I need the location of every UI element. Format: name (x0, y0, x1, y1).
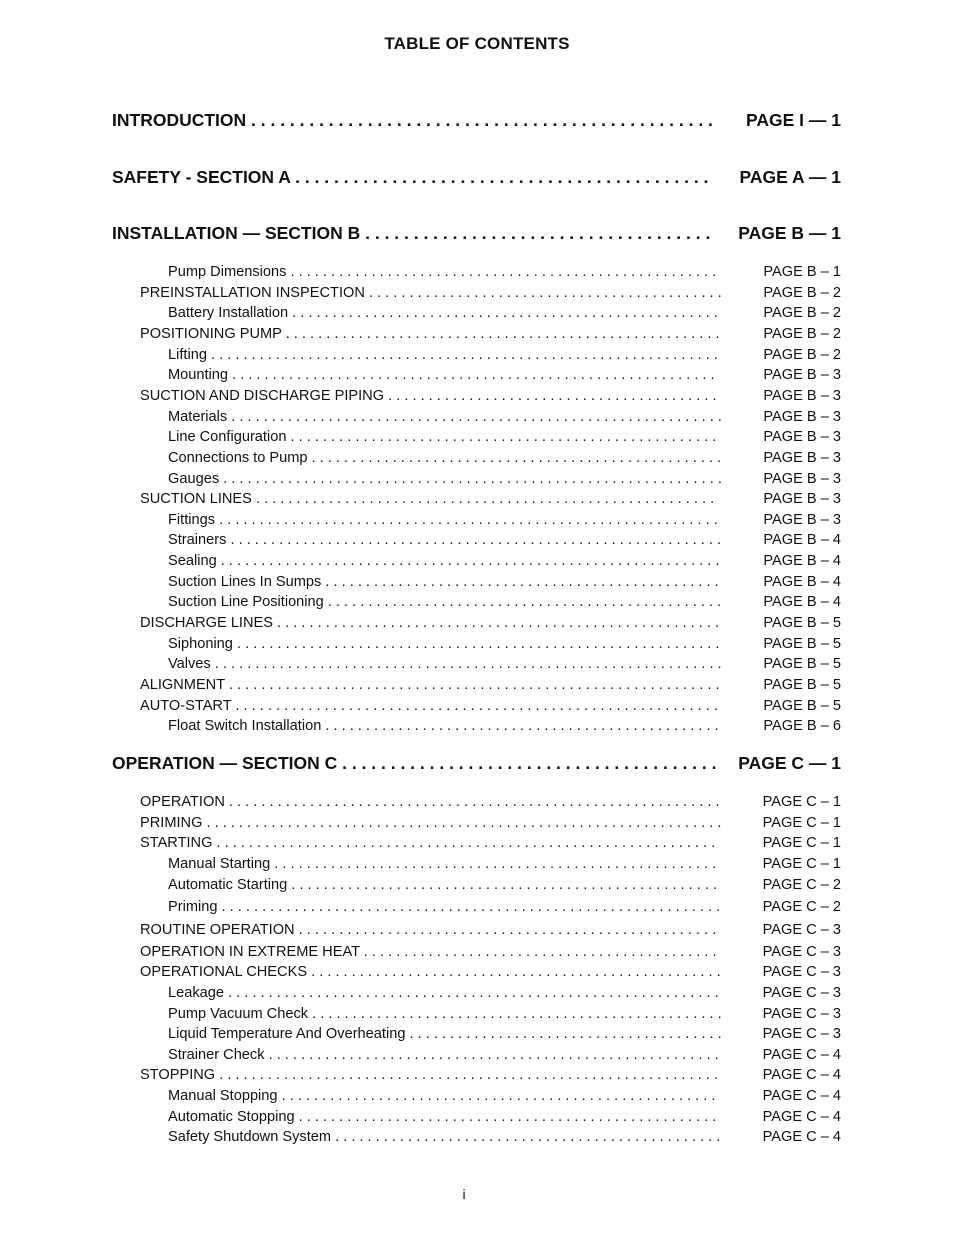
toc-entry[interactable] (0, 344, 954, 366)
toc-entry-label: Safety Shutdown System . . . . . . . . . . . . . . . . . . . . . . . . . . . . . . . . . . . . . . . . . . . . . . . . (168, 1129, 721, 1146)
toc-entry-page: PAGE B – 6 (763, 718, 841, 735)
dot-leader: . . . . . . . . . . . . . . . . . . . . . . . . . . . . . . . . . . . . . . . . . . . . . . . . . (323, 594, 722, 611)
toc-entry[interactable] (0, 406, 954, 428)
dot-leader: . . . . . . . . . . . . . . . . . . . . . . . . . . . . . . . . . . . . . . . . . . . . . . . . . . . . . . . . . . . . (228, 367, 715, 384)
toc-entry-label: Materials . . . . . . . . . . . . . . . . . . . . . . . . . . . . . . . . . . . . . . . . . . . . . . . . . . . . . . . . . . . . . (168, 408, 722, 425)
toc-entry-label: Float Switch Installation . . . . . . . . . . . . . . . . . . . . . . . . . . . . . . . . . . . . . . . . . . . . . . . . . (168, 718, 719, 735)
toc-entry[interactable] (0, 874, 954, 896)
dot-leader: . . . . . . . . . . . . . . . . . . . . . . . . . . . . . . . . . . . . . . . . . . . . . . . . . . . . . . . . . . . . . (224, 677, 720, 693)
toc-entry-label: SAFETY - SECTION A . . . . . . . . . . . . . . . . . . . . . . . . . . . . . . . . . . . . . . . . . . . (112, 167, 709, 187)
dot-leader: . . . . . . . . . . . . . . . . . . . . . . . . . . . . . . . . . . . . . . . . . . . . . . . . . . . (307, 449, 722, 466)
toc-section-heading[interactable] (0, 750, 954, 776)
dot-leader: . . . . . . . . . . . . . . . . . . . . . . . . . . . . . . . . . . . . . . . . . . . . . . . . . . . . . . (281, 325, 720, 342)
toc-entry-page: PAGE B – 5 (763, 677, 841, 693)
toc-section-heading[interactable] (0, 220, 954, 246)
toc-entry[interactable] (0, 674, 954, 696)
toc-entry-page: PAGE B – 1 (763, 264, 841, 280)
toc-section-heading[interactable] (0, 164, 954, 190)
toc-entry-label: POSITIONING PUMP . . . . . . . . . . . . . . . . . . . . . . . . . . . . . . . . . . . . . . . . . . . . . . . . . . . . . . (140, 325, 720, 342)
toc-entry[interactable] (0, 695, 954, 717)
toc-entry[interactable] (0, 591, 954, 613)
toc-entry[interactable] (0, 550, 954, 572)
toc-entry-label: SUCTION LINES . . . . . . . . . . . . . . . . . . . . . . . . . . . . . . . . . . . . . . . . . . . . . . . . . . . . . . . . . (140, 491, 715, 508)
toc-entry[interactable] (0, 896, 954, 918)
toc-entry-page: PAGE C – 4 (762, 1046, 841, 1063)
dot-leader: . . . . . . . . . . . . . . . . . . . . . . . . . . . . . . . . . . . . . . . . . . . . . . . . . . . . . . . . . . . . (231, 697, 718, 714)
toc-entry[interactable] (0, 832, 954, 854)
toc-entry-label: Manual Stopping . . . . . . . . . . . . . . . . . . . . . . . . . . . . . . . . . . . . . . . . . . . . . . . . . . . . . . (168, 1088, 716, 1105)
toc-entry-page: PAGE B – 4 (763, 553, 841, 570)
footer-page-number: i (462, 1186, 466, 1202)
toc-entry-label: Priming . . . . . . . . . . . . . . . . . . . . . . . . . . . . . . . . . . . . . . . . . . . . . . . . . . . . . . . . . . . . . . (168, 899, 721, 916)
toc-entry-page: PAGE B – 5 (763, 656, 841, 673)
toc-entry-label: STOPPING . . . . . . . . . . . . . . . . . . . . . . . . . . . . . . . . . . . . . . . . . . . . . . . . . . . . . . . . . . . . . . (140, 1067, 718, 1084)
toc-entry-label: Sealing . . . . . . . . . . . . . . . . . . . . . . . . . . . . . . . . . . . . . . . . . . . . . . . . . . . . . . . . . . . . . . (168, 553, 720, 570)
dot-leader: . . . . . . . . . . . . . . . . . . . . . . . . . . . . . . . . . . . . (360, 223, 711, 243)
toc-entry[interactable] (0, 509, 954, 531)
dot-leader: . . . . . . . . . . . . . . . . . . . . . . . . . . . . . . . . . . . . . . . . . . . (290, 167, 709, 187)
dot-leader: . . . . . . . . . . . . . . . . . . . . . . . . . . . . . . . . . . . . . . . . . . . . . . . . . . . . . . . . . . . . . (224, 984, 719, 1001)
dot-leader: . . . . . . . . . . . . . . . . . . . . . . . . . . . . . . . . . . . . . . . . . . . . . . . . . . . . . . . . . . . . . (227, 408, 722, 425)
dot-leader: . . . . . . . . . . . . . . . . . . . . . . . . . . . . . . . . . . . . . . . . . . . . . . . . . . . . . . . (273, 615, 720, 632)
toc-entry-page: PAGE B – 4 (763, 573, 841, 590)
toc-entry-page: PAGE B – 2 (763, 284, 841, 301)
toc-entry[interactable] (0, 1003, 954, 1025)
dot-leader: . . . . . . . . . . . . . . . . . . . . . . . . . . . . . . . . . . . . . . . . . . . . . . . . . . . . . . . . . . . . . (224, 794, 720, 810)
toc-entry[interactable] (0, 1064, 954, 1086)
toc-entry[interactable] (0, 982, 954, 1004)
toc-entry[interactable] (0, 612, 954, 634)
toc-entry-label: Lifting . . . . . . . . . . . . . . . . . . . . . . . . . . . . . . . . . . . . . . . . . . . . . . . . . . . . . . . . . . . . . . . (168, 346, 718, 363)
dot-leader: . . . . . . . . . . . . . . . . . . . . . . . . . . . . . . . . . . . . . . . (337, 753, 717, 773)
toc-entry-page: PAGE C – 3 (762, 1026, 841, 1043)
toc-entry-page: PAGE B – 5 (763, 697, 841, 714)
toc-entry-page: PAGE B – 3 (763, 387, 841, 404)
toc-entry-label: Battery Installation . . . . . . . . . . . . . . . . . . . . . . . . . . . . . . . . . . . . . . . . . . . . . . . . . . . . . (168, 305, 718, 322)
toc-entry-page: PAGE B – 3 (763, 449, 841, 466)
toc-entry[interactable] (0, 447, 954, 469)
dot-leader: . . . . . . . . . . . . . . . . . . . . . . . . . . . . . . . . . . . . . . . . . . . . . . . . . . . . . . . . . . . . . . . (210, 656, 722, 673)
toc-entry-label: Leakage . . . . . . . . . . . . . . . . . . . . . . . . . . . . . . . . . . . . . . . . . . . . . . . . . . . . . . . . . . . . . (168, 984, 719, 1001)
toc-entry-label: ALIGNMENT . . . . . . . . . . . . . . . . . . . . . . . . . . . . . . . . . . . . . . . . . . . . . . . . . . . . . . . . . . . . . (140, 677, 720, 693)
toc-entry-page: PAGE B – 2 (763, 325, 841, 342)
toc-entry-page: PAGE C – 4 (762, 1067, 841, 1084)
dot-leader: . . . . . . . . . . . . . . . . . . . . . . . . . . . . . . . . . . . . . . . . . . . . . . . . . . . . . . . . . . . . . . (215, 1067, 718, 1084)
dot-leader: . . . . . . . . . . . . . . . . . . . . . . . . . . . . . . . . . . . . . . . . . . . . . . . . (331, 1129, 721, 1146)
toc-entry[interactable] (0, 633, 954, 655)
toc-entry-label: DISCHARGE LINES . . . . . . . . . . . . . . . . . . . . . . . . . . . . . . . . . . . . . . . . . . . . . . . . . . . . . . . (140, 615, 720, 632)
toc-entry[interactable] (0, 1126, 954, 1148)
toc-entry-label: Line Configuration . . . . . . . . . . . . . . . . . . . . . . . . . . . . . . . . . . . . . . . . . . . . . . . . . . . . . (168, 429, 717, 446)
toc-entry[interactable] (0, 488, 954, 510)
toc-entry[interactable] (0, 1023, 954, 1045)
toc-entry-page: PAGE C – 4 (762, 1129, 841, 1146)
toc-entry-label: Siphoning . . . . . . . . . . . . . . . . . . . . . . . . . . . . . . . . . . . . . . . . . . . . . . . . . . . . . . . . . . . . (168, 635, 720, 652)
dot-leader: . . . . . . . . . . . . . . . . . . . . . . . . . . . . . . . . . . . . . . . . . . . . . . . . . . . . . . . . . . . . . . . (206, 346, 718, 363)
dot-leader: . . . . . . . . . . . . . . . . . . . . . . . . . . . . . . . . . . . . . . . . . . . . . . . . . . . . . . . . . . . . . . (219, 470, 722, 487)
toc-entry[interactable] (0, 1106, 954, 1128)
toc-entry-page: PAGE C — 1 (738, 753, 841, 773)
toc-entry[interactable] (0, 426, 954, 448)
toc-entry-label: INTRODUCTION . . . . . . . . . . . . . . . . . . . . . . . . . . . . . . . . . . . . . . . . . . . . . . . . (112, 110, 713, 130)
toc-entry[interactable] (0, 653, 954, 675)
toc-entry-label: SUCTION AND DISCHARGE PIPING . . . . . . . . . . . . . . . . . . . . . . . . . . . . . . . . . . . . . . . . . (140, 387, 717, 404)
toc-section-heading[interactable] (0, 107, 954, 133)
toc-entry-page: PAGE B — 1 (738, 223, 841, 243)
toc-entry-label: Suction Lines In Sumps . . . . . . . . . . . . . . . . . . . . . . . . . . . . . . . . . . . . . . . . . . . . . . . . . (168, 573, 719, 590)
toc-entry-page: PAGE I — 1 (746, 110, 841, 130)
toc-entry-page: PAGE C – 1 (762, 835, 841, 852)
toc-entry-page: PAGE C – 4 (762, 1108, 841, 1125)
toc-entry-label: Suction Line Positioning . . . . . . . . . . . . . . . . . . . . . . . . . . . . . . . . . . . . . . . . . . . . . . . . . (168, 594, 722, 611)
dot-leader: . . . . . . . . . . . . . . . . . . . . . . . . . . . . . . . . . . . . . . . . . . . . . . . . . . . . (294, 921, 717, 938)
toc-entry-label: OPERATIONAL CHECKS . . . . . . . . . . . . . . . . . . . . . . . . . . . . . . . . . . . . . . . . . . . . . . . . . . . (140, 964, 721, 981)
toc-entry-page: PAGE B – 2 (763, 305, 841, 322)
toc-entry[interactable] (0, 941, 954, 963)
toc-entry[interactable] (0, 302, 954, 324)
dot-leader: . . . . . . . . . . . . . . . . . . . . . . . . . . . . . . . . . . . . . . . . . . . . . . . . . . . . . . . . . . . . . . (212, 835, 716, 852)
dot-leader: . . . . . . . . . . . . . . . . . . . . . . . . . . . . . . . . . . . . . . . . . . . . . . . . . . . (307, 964, 721, 981)
toc-entry[interactable] (0, 961, 954, 983)
toc-entry[interactable] (0, 261, 954, 283)
toc-entry[interactable] (0, 853, 954, 875)
dot-leader: . . . . . . . . . . . . . . . . . . . . . . . . . . . . . . . . . . . . . . . . . . . . . . . . . . . . . (286, 264, 717, 280)
toc-entry-page: PAGE C – 3 (762, 921, 841, 938)
dot-leader: . . . . . . . . . . . . . . . . . . . . . . . . . . . . . . . . . . . . . . . . . . . . . . . . . . . . . (286, 429, 717, 446)
toc-entry-page: PAGE C – 1 (762, 794, 841, 810)
dot-leader: . . . . . . . . . . . . . . . . . . . . . . . . . . . . . . . . . . . . . . . . . . . . (364, 284, 722, 301)
dot-leader: . . . . . . . . . . . . . . . . . . . . . . . . . . . . . . . . . . . . . . . . . . . . . . . . . (321, 573, 719, 590)
dot-leader: . . . . . . . . . . . . . . . . . . . . . . . . . . . . . . . . . . . . . . . . . . . . . . . . (246, 110, 713, 130)
toc-entry-page: PAGE C – 2 (762, 899, 841, 916)
dot-leader: . . . . . . . . . . . . . . . . . . . . . . . . . . . . . . . . . . . . . . . . . . . . . . . . . . . . . . . . . . . . . . (215, 511, 718, 528)
dot-leader: . . . . . . . . . . . . . . . . . . . . . . . . . . . . . . . . . . . . . . . . . . . . . . . . . . . . (294, 1108, 717, 1125)
toc-entry-page: PAGE B – 4 (763, 594, 841, 611)
toc-entry-page: PAGE C – 3 (762, 943, 841, 960)
dot-leader: . . . . . . . . . . . . . . . . . . . . . . . . . . . . . . . . . . . . . . . . . . . . . . . . . . . . . . . (270, 855, 717, 872)
toc-entry-label: Liquid Temperature And Overheating . . . . . . . . . . . . . . . . . . . . . . . . . . . . . . . . . . . . . . . (168, 1026, 722, 1043)
dot-leader: . . . . . . . . . . . . . . . . . . . . . . . . . . . . . . . . . . . . . . . . . . . . . . . . . . . . . . . . . . . . . . . . (202, 814, 722, 831)
toc-entry[interactable] (0, 385, 954, 407)
toc-entry-label: OPERATION IN EXTREME HEAT . . . . . . . . . . . . . . . . . . . . . . . . . . . . . . . . . . . . . . . . . . . . (140, 943, 717, 960)
toc-entry-page: PAGE B – 3 (763, 470, 841, 487)
toc-entry-page: PAGE A — 1 (739, 167, 841, 187)
dot-leader: . . . . . . . . . . . . . . . . . . . . . . . . . . . . . . . . . . . . . . . . . . . . . . . . . . . . . . . . . . . . (232, 635, 720, 652)
toc-entry-label: Valves . . . . . . . . . . . . . . . . . . . . . . . . . . . . . . . . . . . . . . . . . . . . . . . . . . . . . . . . . . . . . . . (168, 656, 722, 673)
toc-entry-page: PAGE B – 3 (763, 429, 841, 446)
toc-entry-label: Pump Vacuum Check . . . . . . . . . . . . . . . . . . . . . . . . . . . . . . . . . . . . . . . . . . . . . . . . . . . (168, 1005, 722, 1022)
toc-entry-page: PAGE B – 3 (763, 511, 841, 528)
toc-entry-page: PAGE C – 3 (762, 964, 841, 981)
toc-entry[interactable] (0, 1085, 954, 1107)
toc-entry-page: PAGE C – 2 (762, 876, 841, 893)
toc-entry[interactable] (0, 323, 954, 345)
dot-leader: . . . . . . . . . . . . . . . . . . . . . . . . . . . . . . . . . . . . . . . . . (384, 387, 717, 404)
toc-entry-label: Automatic Stopping . . . . . . . . . . . . . . . . . . . . . . . . . . . . . . . . . . . . . . . . . . . . . . . . . . . . (168, 1108, 717, 1125)
dot-leader: . . . . . . . . . . . . . . . . . . . . . . . . . . . . . . . . . . . . . . . (405, 1026, 722, 1043)
toc-entry-label: Automatic Starting . . . . . . . . . . . . . . . . . . . . . . . . . . . . . . . . . . . . . . . . . . . . . . . . . . . . . (168, 876, 718, 893)
toc-entry[interactable] (0, 812, 954, 834)
dot-leader: . . . . . . . . . . . . . . . . . . . . . . . . . . . . . . . . . . . . . . . . . . . . . . . . . . . . . (288, 305, 718, 322)
dot-leader: . . . . . . . . . . . . . . . . . . . . . . . . . . . . . . . . . . . . . . . . . . . . . . . . . . . . . . . . (264, 1046, 719, 1063)
toc-entry-label: PREINSTALLATION INSPECTION . . . . . . . . . . . . . . . . . . . . . . . . . . . . . . . . . . . . . . . . . . . . (140, 284, 722, 301)
dot-leader: . . . . . . . . . . . . . . . . . . . . . . . . . . . . . . . . . . . . . . . . . . . . . . . . . . . . . . (277, 1088, 716, 1105)
toc-entry-page: PAGE B – 3 (763, 491, 841, 508)
toc-entry-label: OPERATION . . . . . . . . . . . . . . . . . . . . . . . . . . . . . . . . . . . . . . . . . . . . . . . . . . . . . . . . . . . . . (140, 794, 720, 810)
toc-entry-page: PAGE C – 1 (762, 855, 841, 872)
toc-entry-label: Fittings . . . . . . . . . . . . . . . . . . . . . . . . . . . . . . . . . . . . . . . . . . . . . . . . . . . . . . . . . . . . . . (168, 511, 718, 528)
toc-entry-label: OPERATION — SECTION C . . . . . . . . . . . . . . . . . . . . . . . . . . . . . . . . . . . . . . . (112, 753, 717, 773)
dot-leader: . . . . . . . . . . . . . . . . . . . . . . . . . . . . . . . . . . . . . . . . . . . . . . . . . . . . . . . . . (251, 491, 715, 508)
page-title: TABLE OF CONTENTS (384, 34, 570, 53)
toc-entry-label: Manual Starting . . . . . . . . . . . . . . . . . . . . . . . . . . . . . . . . . . . . . . . . . . . . . . . . . . . . . . . (168, 855, 717, 872)
dot-leader: . . . . . . . . . . . . . . . . . . . . . . . . . . . . . . . . . . . . . . . . . . . . . . . . . . . . . . . . . . . . . (226, 532, 722, 549)
toc-entry-page: PAGE B – 5 (763, 635, 841, 652)
toc-entry[interactable] (0, 791, 954, 813)
toc-entry-label: STARTING . . . . . . . . . . . . . . . . . . . . . . . . . . . . . . . . . . . . . . . . . . . . . . . . . . . . . . . . . . . . . . (140, 835, 716, 852)
toc-entry[interactable] (0, 715, 954, 737)
toc-entry-label: Gauges . . . . . . . . . . . . . . . . . . . . . . . . . . . . . . . . . . . . . . . . . . . . . . . . . . . . . . . . . . . . . . (168, 470, 722, 487)
toc-entry-label: Connections to Pump . . . . . . . . . . . . . . . . . . . . . . . . . . . . . . . . . . . . . . . . . . . . . . . . . . . (168, 449, 722, 466)
toc-entry[interactable] (0, 529, 954, 551)
dot-leader: . . . . . . . . . . . . . . . . . . . . . . . . . . . . . . . . . . . . . . . . . . . . . . . . . (321, 718, 719, 735)
toc-entry-label: Mounting . . . . . . . . . . . . . . . . . . . . . . . . . . . . . . . . . . . . . . . . . . . . . . . . . . . . . . . . . . . . (168, 367, 715, 384)
toc-entry-label: ROUTINE OPERATION . . . . . . . . . . . . . . . . . . . . . . . . . . . . . . . . . . . . . . . . . . . . . . . . . . . . (140, 921, 717, 938)
toc-entry[interactable] (0, 282, 954, 304)
toc-entry[interactable] (0, 1044, 954, 1066)
dot-leader: . . . . . . . . . . . . . . . . . . . . . . . . . . . . . . . . . . . . . . . . . . . . . . . . . . . . . . . . . . . . . . (217, 899, 721, 916)
dot-leader: . . . . . . . . . . . . . . . . . . . . . . . . . . . . . . . . . . . . . . . . . . . . . . . . . . . . . . . . . . . . . . (216, 553, 720, 570)
toc-entry-label: PRIMING . . . . . . . . . . . . . . . . . . . . . . . . . . . . . . . . . . . . . . . . . . . . . . . . . . . . . . . . . . . . . . . . (140, 814, 722, 831)
toc-entry-page: PAGE C – 3 (762, 984, 841, 1001)
toc-entry-page: PAGE B – 3 (763, 367, 841, 384)
toc-entry-page: PAGE B – 5 (763, 615, 841, 632)
toc-entry-label: AUTO-START . . . . . . . . . . . . . . . . . . . . . . . . . . . . . . . . . . . . . . . . . . . . . . . . . . . . . . . . . . . . (140, 697, 718, 714)
toc-entry-label: Pump Dimensions . . . . . . . . . . . . . . . . . . . . . . . . . . . . . . . . . . . . . . . . . . . . . . . . . . . . . (168, 264, 717, 280)
dot-leader: . . . . . . . . . . . . . . . . . . . . . . . . . . . . . . . . . . . . . . . . . . . . . . . . . . . (308, 1005, 722, 1022)
dot-leader: . . . . . . . . . . . . . . . . . . . . . . . . . . . . . . . . . . . . . . . . . . . . . . . . . . . . . (287, 876, 718, 893)
toc-entry-page: PAGE C – 1 (762, 814, 841, 831)
toc-entry[interactable] (0, 364, 954, 386)
toc-entry-page: PAGE B – 2 (763, 346, 841, 363)
toc-entry-label: INSTALLATION — SECTION B . . . . . . . . . . . . . . . . . . . . . . . . . . . . . . . . . . . . (112, 223, 711, 243)
toc-entry-label: Strainer Check . . . . . . . . . . . . . . . . . . . . . . . . . . . . . . . . . . . . . . . . . . . . . . . . . . . . . . . . (168, 1046, 719, 1063)
toc-entry-page: PAGE B – 3 (763, 408, 841, 425)
dot-leader: . . . . . . . . . . . . . . . . . . . . . . . . . . . . . . . . . . . . . . . . . . . . (359, 943, 717, 960)
toc-entry[interactable] (0, 571, 954, 593)
toc-entry-page: PAGE C – 4 (762, 1088, 841, 1105)
toc-entry[interactable] (0, 919, 954, 941)
toc-entry[interactable] (0, 468, 954, 490)
toc-entry-page: PAGE B – 4 (763, 532, 841, 549)
toc-entry-label: Strainers . . . . . . . . . . . . . . . . . . . . . . . . . . . . . . . . . . . . . . . . . . . . . . . . . . . . . . . . . . . . . (168, 532, 722, 549)
toc-entry-page: PAGE C – 3 (762, 1005, 841, 1022)
